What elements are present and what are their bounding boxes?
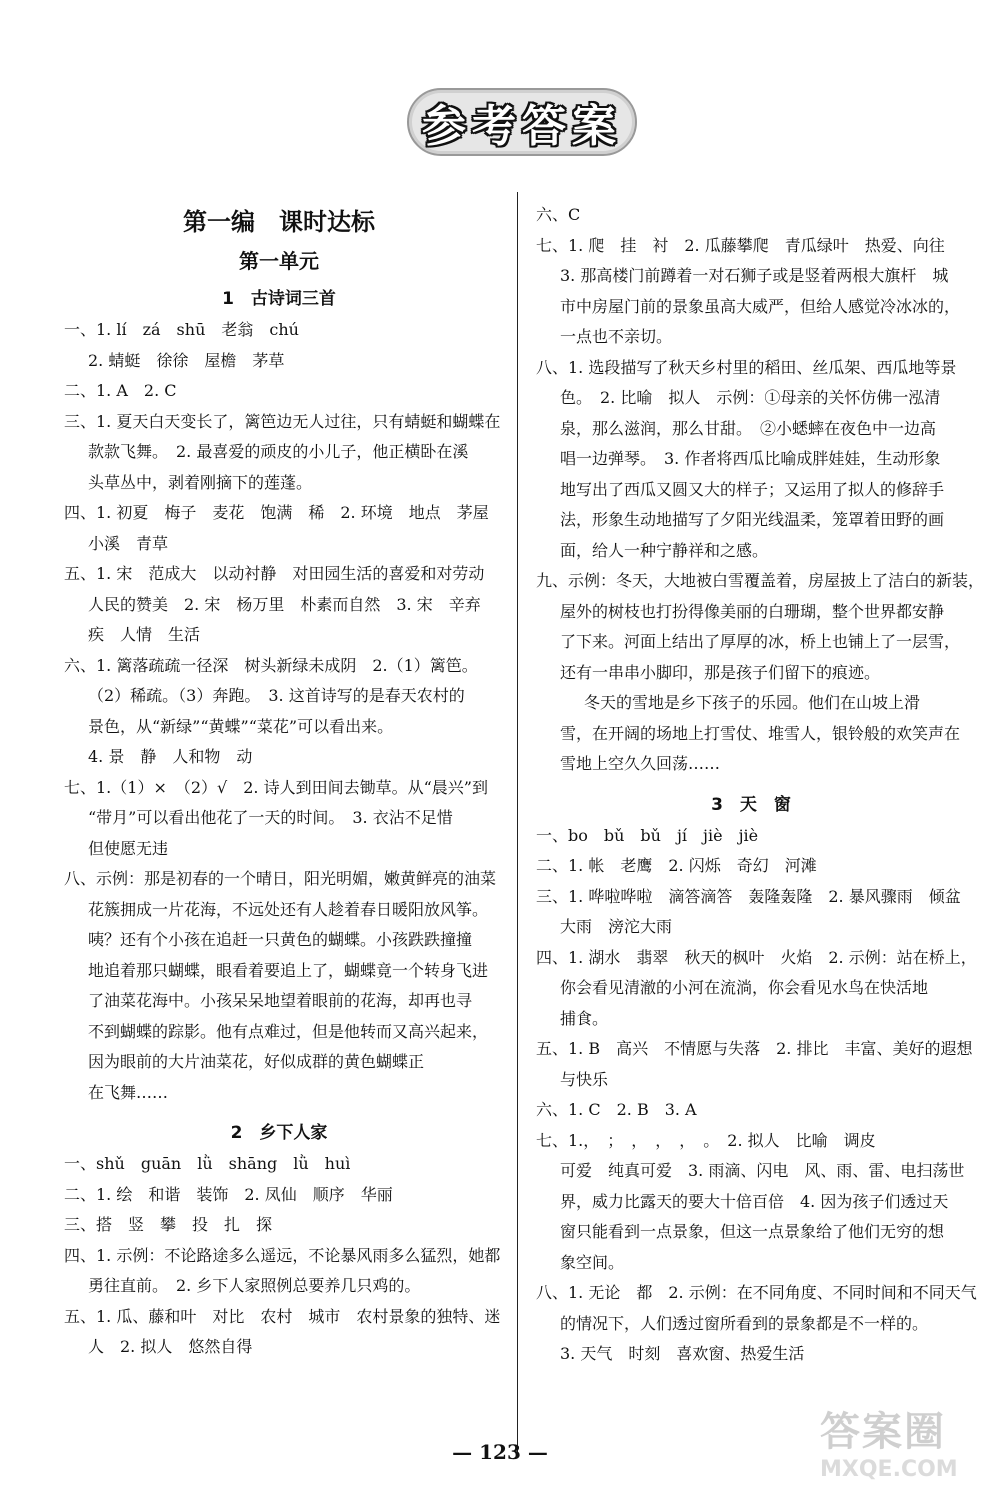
lesson-1-answers xyxy=(64,315,501,1108)
answer-line: 三、1. 哗啦哗啦 滴答滴答 轰隆轰隆 2. 暴风骤雨 倾盆 xyxy=(536,886,961,906)
answer-line: 你会看见清澈的小河在流淌，你会看见水鸟在快活地 xyxy=(560,978,929,997)
answer-line: 一、shǔ guān lǜ shāng lǜ huì xyxy=(64,1154,351,1173)
section-title: 第一编 课时达标 xyxy=(183,208,375,236)
answer-line: 头草丛中，剥着刚摘下的莲蓬。 xyxy=(88,472,313,492)
answer-line: 二、1. A 2. C xyxy=(64,381,177,400)
answer-line: 3. 那高楼门前蹲着一对石狮子或是竖着两根大旗杆 城 xyxy=(560,266,949,285)
answer-line: 八、1. 无论 都 2. 示例：在不同角度、不同时间和不同天气 xyxy=(536,1283,977,1302)
answer-line: 四、1. 湖水 翡翠 秋天的枫叶 火焰 2. 示例：站在桥上， xyxy=(536,947,977,967)
answer-line: 象空间。 xyxy=(560,1252,625,1272)
answer-key-banner xyxy=(407,88,637,156)
lesson-1-title: 1 古诗词三首 xyxy=(222,289,336,309)
answer-line: 七、1. 爬 挂 衬 2. 瓜藤攀爬 青瓜绿叶 热爱、向往 xyxy=(536,235,945,255)
answer-line: 屋外的树枝也打扮得像美丽的白珊瑚，整个世界都安静 xyxy=(560,601,945,621)
answer-line: 雪地上空久久回荡…… xyxy=(560,754,721,773)
answer-line: 界，威力比露天的要大十倍百倍 4. 因为孩子们透过天 xyxy=(560,1191,949,1211)
answer-line: 市中房屋门前的景象虽高大威严，但给人感觉冷冰冰的， xyxy=(560,296,961,316)
answer-line: 2. 蜻蜓 徐徐 屋檐 茅草 xyxy=(88,350,285,370)
answer-line: 八、1. 选段描写了秋天乡村里的稻田、丝瓜架、西瓜地等景 xyxy=(536,357,957,377)
answer-line: 四、1. 初夏 梅子 麦花 饱满 稀 2. 环境 地点 茅屋 xyxy=(64,503,489,522)
lesson-3-answers xyxy=(536,821,977,1370)
answer-line: 还有一串串小脚印，那是孩子们留下的痕迹。 xyxy=(560,662,881,682)
answer-line: 捕食。 xyxy=(560,1008,609,1028)
answer-line: 九、示例：冬天，大地被白雪覆盖着，房屋披上了洁白的新装， xyxy=(536,571,985,590)
answer-line: 七、1.（1）× （2）√ 2. 诗人到田间去锄草。从“晨兴”到 xyxy=(64,777,488,797)
answer-line: 疾 人情 生活 xyxy=(88,625,201,644)
answer-line: 雪，在开阔的场地上打雪仗、堆雪人，银铃般的欢笑声在 xyxy=(560,723,961,743)
essay-paragraph xyxy=(536,688,966,780)
answer-line: 因为眼前的大片油菜花，好似成群的黄色蝴蝶正 xyxy=(88,1052,425,1071)
answer-line: 面，给人一种宁静祥和之感。 xyxy=(560,540,769,560)
answer-key-title: 参考答案 xyxy=(422,101,622,152)
answer-line: 地写出了西瓜又圆又大的样子；又运用了拟人的修辞手 xyxy=(560,479,945,499)
answer-line: 3. 天气 时刻 喜欢窗、热爱生活 xyxy=(560,1344,805,1363)
answer-line: 4. 景 静 人和物 动 xyxy=(88,747,253,766)
answer-line: 一点也不亲切。 xyxy=(560,327,673,346)
answer-line: 唱一边弹琴。 3. 作者将西瓜比喻成胖娃娃，生动形象 xyxy=(560,449,941,468)
answer-line: 大雨 滂沱大雨 xyxy=(560,917,673,936)
answer-line: 七、1.， ； ， ， ， 。 2. 拟人 比喻 调皮 xyxy=(536,1130,876,1150)
answer-line: 景色，从“新绿”“黄蝶”“菜花”可以看出来。 xyxy=(88,716,394,736)
answer-line: 八、示例：那是初春的一个晴日，阳光明媚，嫩黄鲜亮的油菜 xyxy=(64,869,497,888)
answer-line: 色。 2. 比喻 拟人 示例：①母亲的关怀仿佛一泓清 xyxy=(560,388,941,407)
answer-line: （2）稀疏。（3）奔跑。 3. 这首诗写的是春天农村的 xyxy=(88,686,465,705)
answer-line: 人民的赞美 2. 宋 杨万里 朴素而自然 3. 宋 辛弃 xyxy=(88,594,481,614)
lesson-2-title: 2 乡下人家 xyxy=(230,1123,328,1143)
answer-line: 小溪 青草 xyxy=(88,533,169,553)
answer-line: 二、1. 绘 和谐 装饰 2. 凤仙 顺序 华丽 xyxy=(64,1184,393,1204)
left-column xyxy=(64,198,501,1363)
page-number: — 123 — xyxy=(452,1440,548,1464)
answer-line: 一、1. lí zá shū 老翁 chú xyxy=(64,320,299,339)
watermark-url: MXQE.COM xyxy=(820,1457,958,1482)
answer-line: 六、C xyxy=(536,205,581,224)
answer-line: 六、1. C 2. B 3. A xyxy=(536,1100,697,1119)
answer-line: 在飞舞…… xyxy=(88,1082,169,1102)
answer-line: 花簇拥成一片花海，不远处还有人趁着春日暖阳放风筝。 xyxy=(88,899,489,919)
answer-line: 款款飞舞。 2. 最喜爱的顽皮的小儿子，他正横卧在溪 xyxy=(88,442,469,461)
watermark-logo xyxy=(820,1400,990,1490)
column-divider xyxy=(517,192,518,1452)
answer-line: 咦？还有个小孩在追赶一只黄色的蝴蝶。小孩跌跌撞撞 xyxy=(88,930,473,949)
answer-line: 不到蝴蝶的踪影。他有点难过，但是他转而又高兴起来， xyxy=(88,1021,489,1041)
answer-line: 冬天的雪地是乡下孩子的乐园。他们在山坡上滑 xyxy=(584,693,921,712)
watermark-logo-text: 答案圈 xyxy=(820,1409,946,1455)
answer-line: 窗只能看到一点景象，但这一点景象给了他们无穷的想 xyxy=(560,1222,945,1241)
answer-line: 的情况下，人们透过窗所看到的景象都是不一样的。 xyxy=(560,1313,929,1333)
answer-line: 人 2. 拟人 悠然自得 xyxy=(88,1337,253,1356)
answer-line: 六、1. 篱落疏疏一径深 树头新绿未成阴 2.（1）篱笆。 xyxy=(64,655,478,675)
answer-line: 勇往直前。 2. 乡下人家照例总要养几只鸡的。 xyxy=(88,1276,421,1295)
answer-line: 五、1. 瓜、藤和叶 对比 农村 城市 农村景象的独特、迷 xyxy=(64,1306,501,1326)
answer-line: 地追着那只蝴蝶，眼看着要追上了，蝴蝶竟一个转身飞进 xyxy=(88,960,489,980)
answer-line: 与快乐 xyxy=(560,1069,609,1089)
unit-title: 第一单元 xyxy=(239,249,319,273)
answer-line: 四、1. 示例：不论路途多么遥远，不论暴风雨多么猛烈，她都 xyxy=(64,1245,501,1265)
answer-line: 但使愿无违 xyxy=(88,838,169,858)
answer-line: 三、1. 夏天白天变长了，篱笆边无人过往，只有蜻蜓和蝴蝶在 xyxy=(64,411,501,431)
answer-line: 一、bo bǔ bǔ jí jiè jiè xyxy=(536,825,759,845)
answer-line: 了下来。河面上结出了厚厚的冰，桥上也铺上了一层雪， xyxy=(560,632,961,651)
right-column xyxy=(536,200,985,1370)
answer-line: 法，形象生动地描写了夕阳光线温柔，笼罩着田野的画 xyxy=(560,510,945,529)
answer-line: 三、搭 竖 攀 投 扎 探 xyxy=(64,1215,273,1234)
answer-line: “带月”可以看出他花了一天的时间。 3. 衣沾不足惜 xyxy=(88,808,453,827)
answer-line: 五、1. 宋 范成大 以动衬静 对田园生活的喜爱和对劳动 xyxy=(64,564,485,583)
answer-line: 了油菜花海中。小孩呆呆地望着眼前的花海，却再也寻 xyxy=(88,991,473,1010)
answer-line: 二、1. 帐 老鹰 2. 闪烁 奇幻 河滩 xyxy=(536,856,817,875)
lesson-2-answers xyxy=(64,1149,501,1363)
answer-line: 可爱 纯真可爱 3. 雨滴、闪电 风、雨、雷、电扫荡世 xyxy=(560,1161,965,1180)
lesson-3-title: 3 天 窗 xyxy=(711,794,791,815)
answer-line: 泉，那么滋润，那么甘甜。 ②小蟋蟀在夜色中一边高 xyxy=(560,418,937,438)
lesson-2-answers-continued xyxy=(536,200,985,688)
answer-line: 五、1. B 高兴 不情愿与失落 2. 排比 丰富、美好的遐想 xyxy=(536,1039,973,1058)
